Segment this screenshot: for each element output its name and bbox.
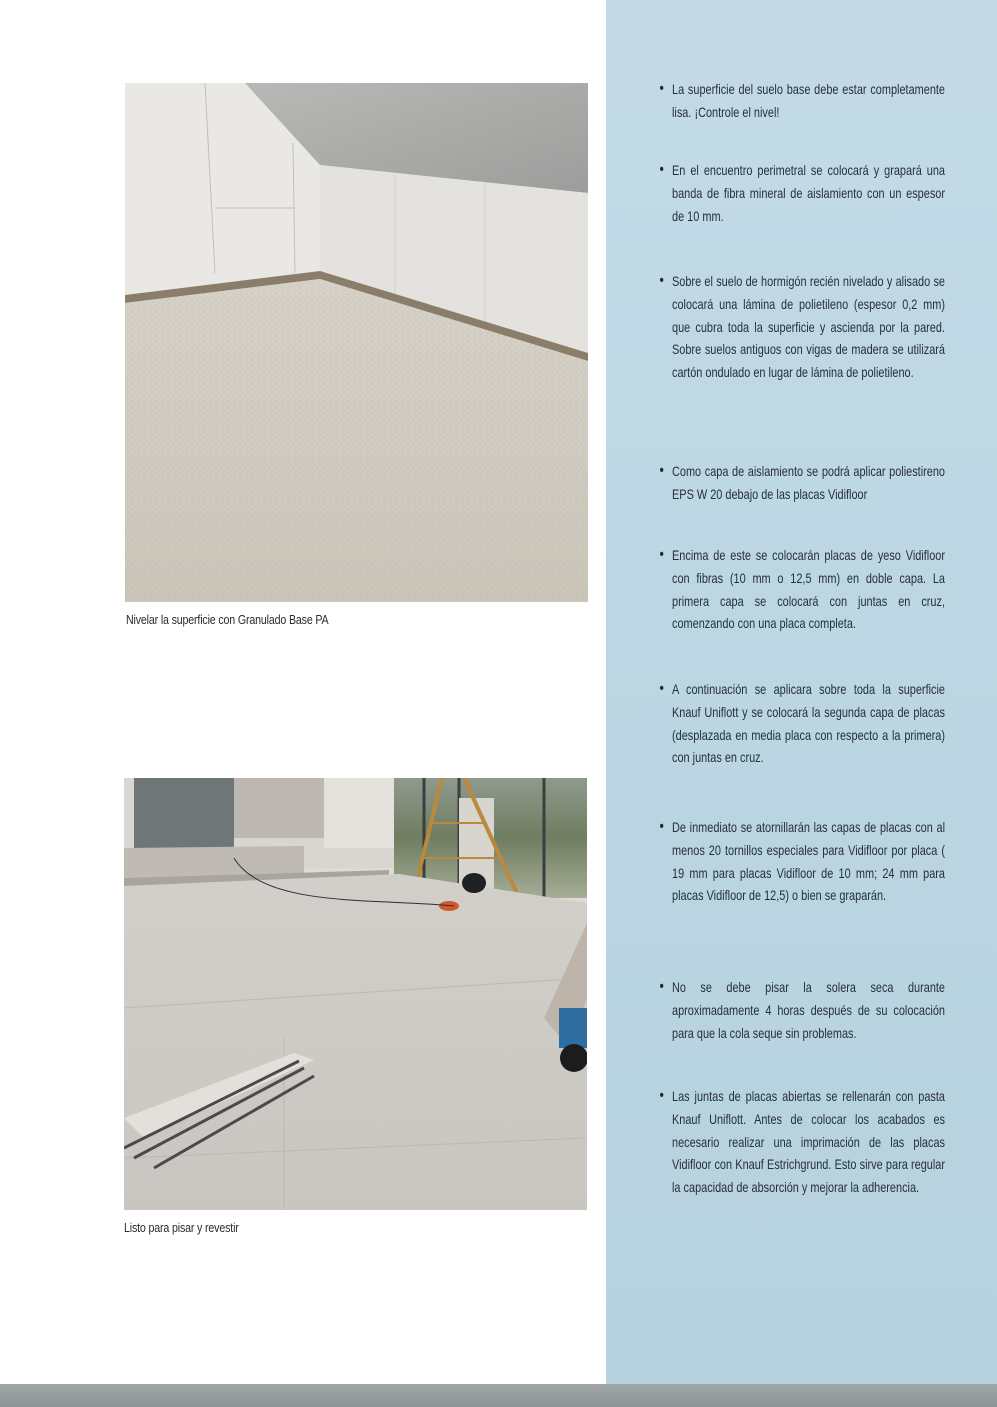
- list-item: [659, 816, 945, 907]
- photo-finished-floor: [124, 778, 587, 1210]
- list-item-text: Sobre el suelo de hormigón recién nivelado y alisado se colocará una lámina de polietileno (espesor 0,2 mm) que cubra toda la superficie y ascienda por la pared. Sobre suelos antiguos con vigas de madera se utilizará cartón ondulado en lugar de lámina de polietileno.: [672, 273, 945, 381]
- bullet-dot-icon: •: [659, 680, 664, 697]
- bullet-dot-icon: •: [659, 80, 664, 97]
- photo-attic-floor-illustration: [125, 83, 588, 602]
- bottom-gray-band: [0, 1384, 997, 1407]
- list-item: [659, 976, 945, 1044]
- bullet-dot-icon: •: [659, 818, 664, 835]
- photo-attic-floor: [125, 83, 588, 602]
- list-item-text: No se debe pisar la solera seca durante aproximadamente 4 horas después de su colocación para que la cola seque sin problemas.: [672, 979, 945, 1041]
- list-item-text: Encima de este se colocarán placas de yeso Vidifloor con fibras (10 mm o 12,5 mm) en doble capa. La primera capa se colocará con juntas en cruz, comenzando con una placa completa.: [672, 547, 945, 632]
- list-item: [659, 270, 945, 384]
- list-item: [659, 1085, 945, 1199]
- list-item: [659, 460, 945, 506]
- list-item-text: De inmediato se atornillarán las capas de placas con al menos 20 tornillos especiales para Vidifloor por placa ( 19 mm para placas Vidifloor de 10 mm; 24 mm para placas Vidifloor de 12,5) o bien se graparán.: [672, 819, 945, 904]
- figure-caption: Nivelar la superficie con Granulado Base PA: [126, 612, 329, 627]
- bullet-dot-icon: •: [659, 546, 664, 563]
- list-item: [659, 544, 945, 635]
- list-item: [659, 678, 945, 769]
- bullet-dot-icon: •: [659, 978, 664, 995]
- list-item-text: En el encuentro perimetral se colocará y grapará una banda de fibra mineral de aislamiento con un espesor de 10 mm.: [672, 162, 945, 224]
- bullet-dot-icon: •: [659, 1087, 664, 1104]
- list-item-text: A continuación se aplicara sobre toda la superficie Knauf Uniflott y se colocará la segunda capa de placas (desplazada en media placa con respecto a la primera) con juntas en cruz.: [672, 681, 945, 766]
- list-item: [659, 78, 945, 124]
- list-item-text: Como capa de aislamiento se podrá aplicar poliestireno EPS W 20 debajo de las placas Vidifloor: [672, 463, 945, 502]
- figure-caption: Listo para pisar y revestir: [124, 1220, 239, 1235]
- list-item-text: La superficie del suelo base debe estar completamente lisa. ¡Controle el nivel!: [672, 81, 945, 120]
- list-item-text: Las juntas de placas abiertas se rellenarán con pasta Knauf Uniflott. Antes de colocar los acabados es necesario realizar una imprimación de las placas Vidifloor con Knauf Estrichgrund. Esto sirve para regular la capacidad de absorción y mejorar la adherencia.: [672, 1088, 945, 1196]
- bullet-dot-icon: •: [659, 462, 664, 479]
- photo-finished-floor-illustration: [124, 778, 587, 1210]
- bullet-dot-icon: •: [659, 161, 664, 178]
- list-item: [659, 159, 945, 227]
- bullet-dot-icon: •: [659, 272, 664, 289]
